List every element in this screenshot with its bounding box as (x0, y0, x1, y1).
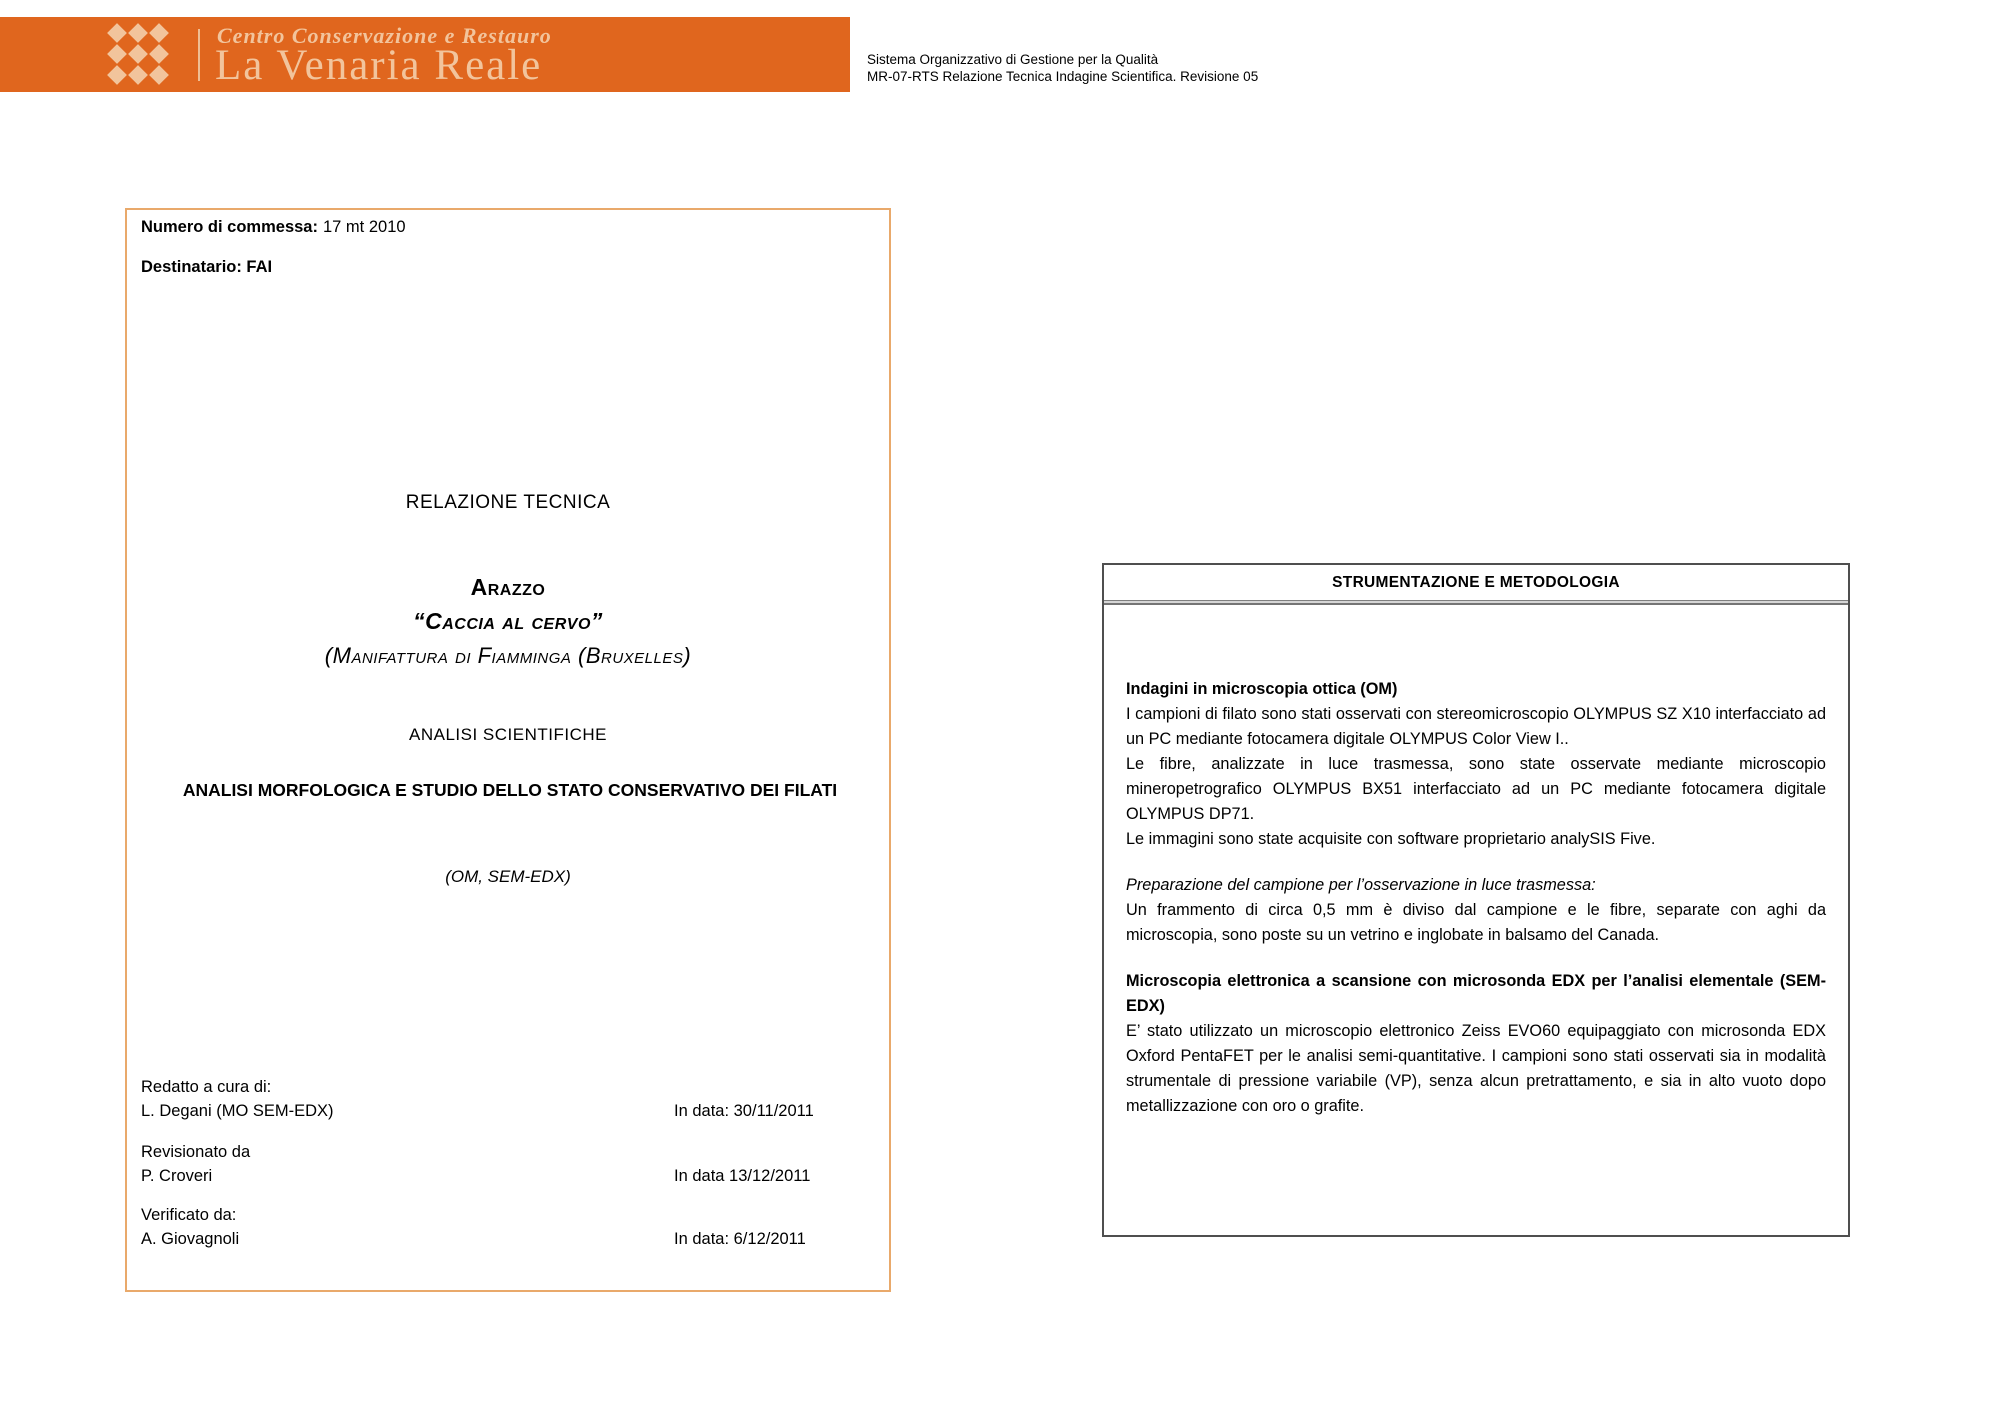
om-paragraph: Le immagini sono state acquisite con software proprietario analySIS Five. (1126, 830, 1656, 848)
brand-title: La Venaria Reale (215, 42, 543, 89)
signature-date: In data: 30/11/2011 (674, 1102, 814, 1120)
signature-name: P. Croveri (141, 1167, 213, 1185)
diamond-icon (128, 65, 148, 85)
methodology-body (1104, 605, 1848, 1119)
diamond-icon (107, 65, 127, 85)
om-section (1126, 677, 1826, 852)
brand-divider (198, 29, 200, 81)
methodology-title: STRUMENTAZIONE E METODOLOGIA (1104, 565, 1848, 601)
commessa-value: 17 mt 2010 (322, 218, 406, 236)
artwork-title: Arazzo (470, 574, 546, 600)
analysis-subtitle: ANALISI MORFOLOGICA E STUDIO DELLO STATO CONSERVATIVO DEI FILATI (182, 780, 838, 800)
om-paragraph: I campioni di filato sono stati osservati con stereomicroscopio OLYMPUS SZ X10 interfacciato ad un PC mediante fotocamera digitale OLYMPUS Color View I.. (1126, 705, 1826, 748)
doc-type-title: RELAZIONE TECNICA (405, 492, 611, 513)
qms-reference (867, 51, 1258, 85)
sem-edx-section (1126, 969, 1826, 1119)
qms-line1: Sistema Organizzativo di Gestione per la Qualità (867, 52, 1159, 67)
artwork-provenance: (Manifattura di Fiamminga (Bruxelles) (324, 643, 692, 668)
brand-subtitle: Centro Conservazione e Restauro (217, 23, 552, 48)
diamond-icon (128, 23, 148, 43)
artwork-subtitle: “Caccia al cervo” (413, 608, 603, 634)
om-heading: Indagini in microscopia ottica (OM) (1126, 680, 1398, 698)
qms-line2: MR-07-RTS Relazione Tecnica Indagine Scientifica. Revisione 05 (867, 69, 1259, 84)
sample-prep-section (1126, 873, 1826, 948)
methodology-box (1102, 563, 1850, 1237)
diamond-icon (107, 44, 127, 64)
signature-name: A. Giovagnoli (141, 1230, 240, 1248)
brand-banner (0, 17, 850, 92)
signature-label: Revisionato da (141, 1143, 251, 1161)
commessa-line (141, 218, 406, 237)
diamond-grid-logo-icon (106, 22, 169, 85)
diamond-icon (149, 65, 169, 85)
section-label: ANALISI SCIENTIFICHE (409, 725, 607, 744)
methods-abbrev: (OM, SEM-EDX) (445, 867, 571, 886)
signature-date: In data: 6/12/2011 (674, 1230, 806, 1248)
cover-box (125, 208, 891, 1292)
prep-paragraph: Un frammento di circa 0,5 mm è diviso dal campione e le fibre, separate con aghi da microscopia, sono poste su un vetrino e inglobate in balsamo del Canada. (1126, 901, 1826, 944)
diamond-icon (149, 23, 169, 43)
diamond-icon (128, 44, 148, 64)
destinatario-line: Destinatario: FAI (141, 258, 273, 276)
sem-heading: Microscopia elettronica a scansione con microsonda EDX per l’analisi elementale (SEM-EDX) (1126, 972, 1826, 1015)
signature-label: Redatto a cura di: (141, 1078, 272, 1096)
diamond-icon (107, 23, 127, 43)
prep-heading: Preparazione del campione per l’osservazione in luce trasmessa: (1126, 876, 1596, 894)
signature-date: In data 13/12/2011 (674, 1167, 811, 1185)
sem-paragraph: E’ stato utilizzato un microscopio elettronico Zeiss EVO60 equipaggiato con microsonda EDX Oxford PentaFET per le analisi semi-quantitative. I campioni sono stati osservati sia in modalità strumentale di pressione variabile (VP), senza alcun pretrattamento, e sia in alto vuoto dopo metallizzazione con oro o grafite. (1126, 1022, 1826, 1115)
om-paragraph: Le fibre, analizzate in luce trasmessa, sono state osservate mediante microscopio mineropetrografico OLYMPUS BX51 interfacciato ad un PC mediante fotocamera digitale OLYMPUS DP71. (1126, 755, 1826, 823)
commessa-label: Numero di commessa: (141, 218, 318, 236)
diamond-icon (149, 44, 169, 64)
signature-label: Verificato da: (141, 1206, 237, 1224)
signature-name: L. Degani (MO SEM-EDX) (141, 1102, 334, 1120)
